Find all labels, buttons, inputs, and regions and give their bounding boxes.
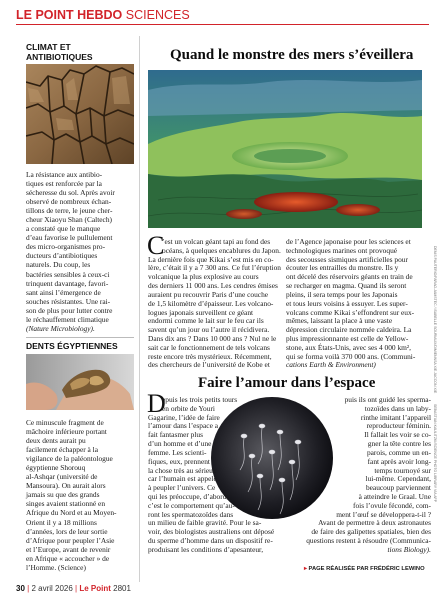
sidebar-divider xyxy=(26,337,134,338)
page-header xyxy=(16,8,190,22)
page-number: 30 xyxy=(16,584,25,593)
footer-magazine: Le Point xyxy=(79,584,111,593)
signature-text: PAGE RÉALISÉE PAR FRÉDÉRIC LEWINO xyxy=(308,566,425,572)
jaw-fragment-photo xyxy=(26,354,134,410)
issue-number: 2801 xyxy=(113,584,131,593)
article1-col2: de l’Agence japonaise pour les sciences et technologiques marines ont provoqué des secousses sismiques artificielles pour écouter les entrailles du monstre. Ils y ont décelé des réservoirs géants en train de se recharger en magma. Quand ils seront pleins, il sera temps pour les Japonais et tous leurs voisins à essuyer. Les super- volcans comme Kikai s’effondrent sur eux- mêmes, laissant la place à une vaste dépression circulaire nommée caldeira. La plus impressionnante est celle de Yellow- stone, aux États-Unis, avec ses 4 000 km², qui se forma voilà 370 000 ans. (Communi- cations Earth & Environment) xyxy=(286,237,416,370)
climate-source: (Nature Microbiology). xyxy=(26,323,95,333)
article1-headline: Quand le monstre des mers s’éveillera xyxy=(170,47,414,63)
article2-credit: SEBASTIAN KAULITZKI/SCIENCE PHOTO LIBRARY VIA AFP xyxy=(433,404,437,503)
cracked-soil-photo xyxy=(26,64,134,164)
article1-dropcap: C xyxy=(147,231,165,260)
column-separator xyxy=(139,36,140,582)
climate-title: CLIMAT ET ANTIBIOTIQUES xyxy=(26,42,93,62)
page-signature xyxy=(304,566,425,572)
volcano-3d-render xyxy=(148,70,422,228)
article2-headline: Faire l’amour dans l’espace xyxy=(198,375,376,391)
teeth-text: Ce minuscule fragment de mâchoire inférieure portant deux dents aurait pu facilement échapper à la vigilance de la paléontologue égyptienne Shorouq al-Ashqar (université de Mansoura). On aurait alors jamais su que des grands singes avaient stationné en Afrique du Nord et au Moyen- Orient il y a 18 millions d’années, lors de leur sortie d’Afrique pour peupler l’Asie et l’Europe, avant de revenir en Afrique « accoucher » de l’Homme. (Science) xyxy=(26,418,117,572)
page-footer: 30 | 2 avril 2026 | Le Point 2801 xyxy=(16,584,131,593)
magazine-subsection: SCIENCES xyxy=(125,8,190,22)
signature-triangle-icon: ▸ xyxy=(304,566,307,572)
issue-date: 2 avril 2026 xyxy=(31,584,73,593)
article1-credit: DENIS PAUTERIO/FARAO-JAMSTEC / ISABELLE SOURIAUX/DIMIENNSA XIE.JACCON XIE xyxy=(433,246,437,394)
article2-col2: puis ils ont guidé les sperma- tozoïdes dans un laby- rinthe imitant l’appareil reproducteur féminin. Il fallait les voir se co- gner la tête contre les parois, comme un en- fant après avoir long- temps tournoyé sur lui-même. Cependant, beaucoup parviennent à atteindre le Graal. Une fois l’ovule fécondé, com- ment l’œuf se développera-t-il ? Avant de permettre à deux astronautes de faire des galipettes spatiales, bien des questions restent à résoudre (Communica- tions Biology). xyxy=(306,395,431,554)
article2-dropcap: D xyxy=(147,389,166,418)
teeth-title: DENTS ÉGYPTIENNES xyxy=(26,341,118,351)
magazine-section: HEBDO xyxy=(77,8,123,22)
article1-col1: C ’est un volcan géant tapi au fond des océans, à quelques encablures du Japon. La dernière fois que Kikai s’est mis en co- lère, c’était il y a 7 300 ans. Ce fut l’éruption volcanique la plus explosive au cours des derniers 11 000 ans. Les cendres émises auraient pu recouvrir Paris d’une couche de 1,5 kilomètre d’épaisseur. Les volcano- logues japonais surveillent ce géant endormi comme le lait sur le feu car ils savent qu’un jour ou l’autre il récidivera. Dans dix ans ? Dans 10 000 ans ? Nul ne le sait car le fonctionnement de tels volcans reste encore très mystérieux. Récemment, des chercheurs de l’université de Kobe et xyxy=(147,231,281,370)
climate-text: La résistance aux antibio- tiques est renforcée par la sécheresse du sol. Après avoir observé de nombreux échan- tillons de terre, le jeune cher- cheur Xiaoyu Shan (Caltech) a constaté que le manque d’eau favorise le pullulement des micro-organismes pro- ducteurs d’antibiotiques naturels. Du coup, les bactéries sensibles à ceux-ci trinquent davantage, favori- sant ainsi l’émergence de souches résistantes. Une rai- son de plus pour lutter contre le réchauffement climatique (Nature Microbiology). xyxy=(26,170,115,333)
header-rule xyxy=(16,24,429,25)
magazine-brand: LE POINT xyxy=(16,8,74,22)
article2-col1: D epuis les trois petits tours en orbite de Youri Gagarine, l’idée de faire l’amour dans l’espace a fait fantasmer plus d’un homme et d’une femme. Les scienti- fiques, eux, prennent la chose très au sérieux car l’humain est appelé à peupler l’univers. Ce qui les préoccupe, d’abord, c’est le comportement qu’au- ront les spermatozoïdes dans un milieu de faible gravité. Pour le sa- voir, des biologistes australiens ont déposé du sperme d’homme dans un dispositif re- produisant les conditions d’apesanteur, xyxy=(147,389,275,554)
